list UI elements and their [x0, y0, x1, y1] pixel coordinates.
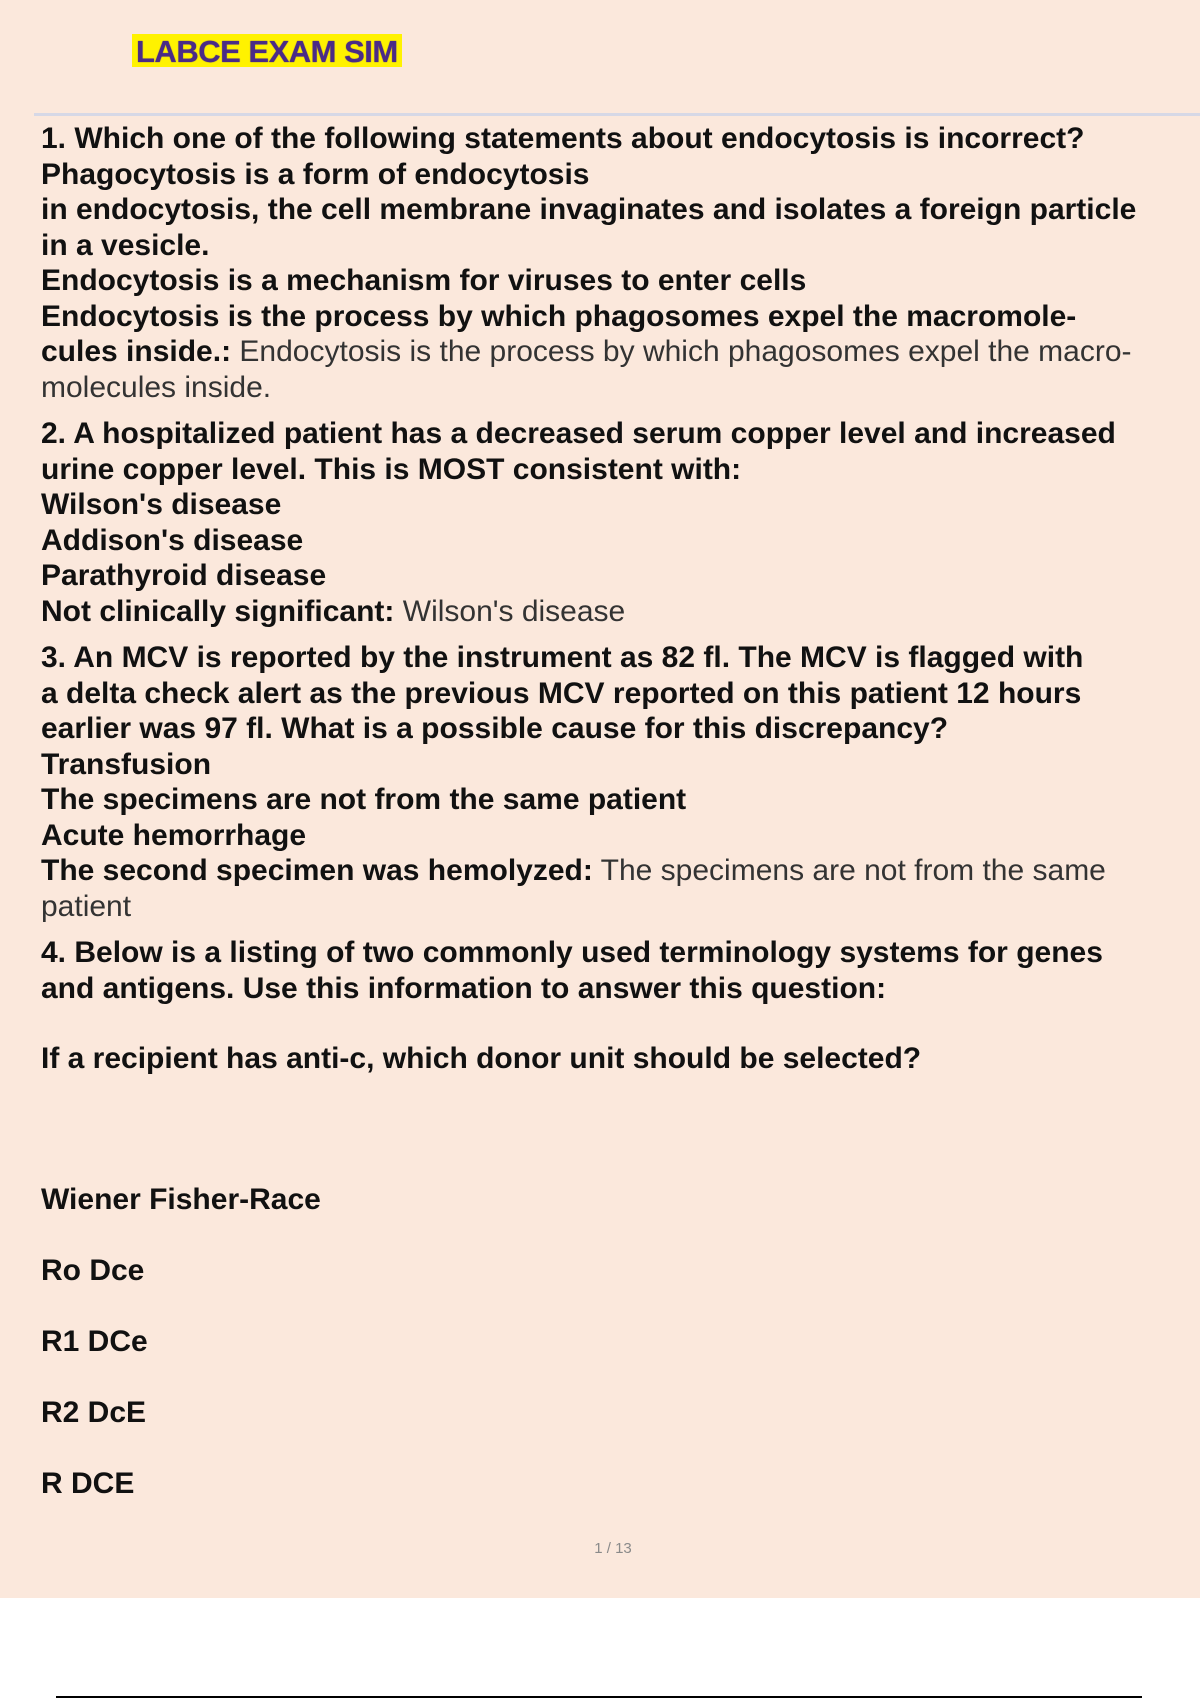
terminology-header: Wiener Fisher-Race: [41, 1182, 321, 1216]
question-1-option: Endocytosis is the process by which phagosomes expel the macromole-: [41, 299, 1077, 333]
question-1-option: in endocytosis, the cell membrane invaginates and isolates a foreign particle: [41, 193, 1137, 226]
question-4-prompt: If a recipient has anti-c, which donor unit should be selected?: [41, 1042, 922, 1075]
question-2-option: Addison's disease: [41, 523, 304, 557]
question-3-option: The specimens are not from the same patient: [41, 783, 687, 816]
question-3-answer-line: [41, 853, 1191, 889]
question-3-answer: The specimens are not from the same: [600, 854, 1106, 887]
question-4: [41, 935, 1191, 1501]
question-1: [41, 121, 1191, 405]
blank-line: [41, 1006, 1191, 1041]
question-1-answer: Endocytosis is the process by which phagosomes expel the macro-: [239, 335, 1132, 368]
question-4-line: and antigens. Use this information to answer this question:: [41, 971, 887, 1005]
question-1-answer-continued: molecules inside.: [41, 370, 272, 404]
question-2-option: Wilson's disease: [41, 488, 282, 521]
question-2: [41, 416, 1191, 629]
question-2-option: Parathyroid disease: [41, 559, 327, 592]
question-1-option: in a vesicle.: [41, 228, 210, 262]
question-3-line: a delta check alert as the previous MCV reported on this patient 12 hours: [41, 676, 1082, 710]
question-1-option: Phagocytosis is a form of endocytosis: [41, 157, 590, 191]
blank-gap: [41, 1077, 1191, 1182]
document-content: [41, 121, 1191, 1512]
terminology-item: R1 DCe: [41, 1324, 148, 1358]
question-3-line: earlier was 97 fl. What is a possible cause for this discrepancy?: [41, 712, 949, 745]
header-divider: [34, 113, 1200, 116]
question-1-last-option: cules inside.:: [41, 335, 232, 368]
terminology-item: R2 DcE: [41, 1395, 147, 1429]
question-2-line: 2. A hospitalized patient has a decreased serum copper level and increased: [41, 417, 1116, 450]
question-3: [41, 640, 1191, 924]
question-3-answer-continued: patient: [41, 889, 132, 923]
question-3-option: Acute hemorrhage: [41, 818, 307, 852]
next-page-divider: [56, 1696, 1142, 1698]
question-1-line: 1. Which one of the following statements about endocytosis is incorrect?: [41, 122, 1085, 155]
question-2-answer-line: [41, 594, 1191, 630]
question-3-last-option: The second specimen was hemolyzed:: [41, 854, 593, 887]
question-2-last-option: Not clinically significant:: [41, 594, 395, 628]
question-2-line: urine copper level. This is MOST consistent with:: [41, 452, 742, 486]
page-indicator: 1 / 13: [594, 1540, 632, 1557]
question-3-option: Transfusion: [41, 747, 212, 781]
terminology-item: Ro Dce: [41, 1253, 145, 1287]
terminology-list: [41, 1182, 1191, 1502]
question-2-answer: Wilson's disease: [402, 594, 626, 628]
question-3-line: 3. An MCV is reported by the instrument as 82 fl. The MCV is flagged with: [41, 641, 1084, 674]
title-highlight: [132, 34, 402, 67]
terminology-item: R DCE: [41, 1466, 135, 1500]
question-1-answer-line: [41, 334, 1191, 370]
question-1-option: Endocytosis is a mechanism for viruses to enter cells: [41, 264, 807, 297]
document-title: LABCE EXAM SIM: [136, 34, 398, 69]
question-4-line: 4. Below is a listing of two commonly used terminology systems for genes: [41, 936, 1103, 969]
